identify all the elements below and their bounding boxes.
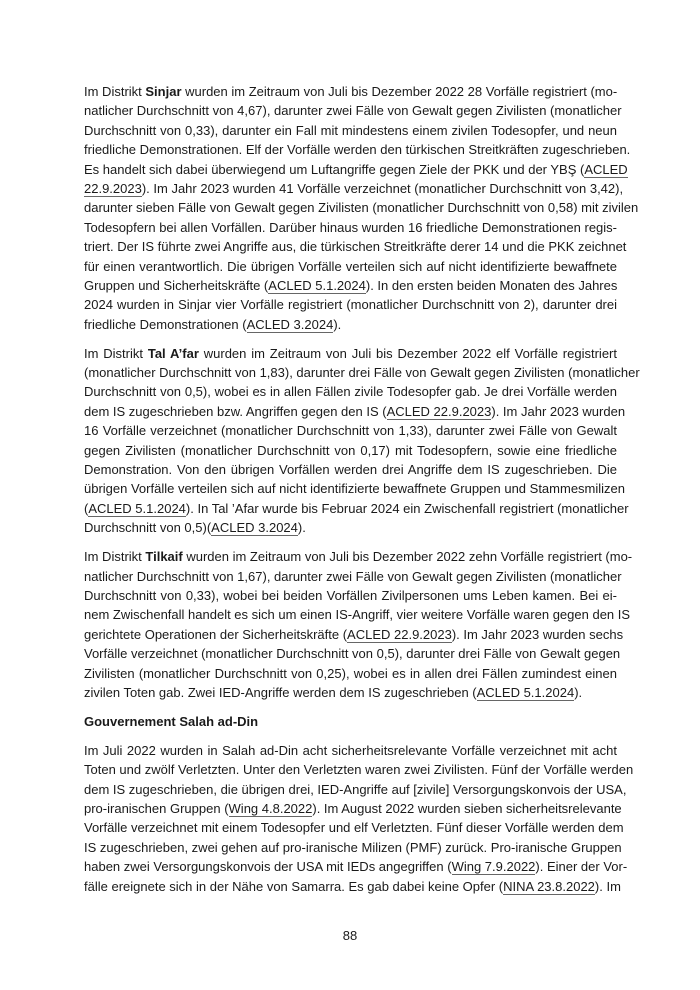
text-run: Durchschnitt von 0,33), wobei bei beiden Vorfällen Zivilpersonen ums Leben kamen. Bei ei- [84,587,617,603]
text-run: ). In Tal ’Afar wurde bis Februar 2024 ein Zwischenfall registriert (monatlicher [185,500,629,516]
text-run: ). Im August 2022 wurden sieben sicherheitsrelevante [312,801,622,817]
text-line [84,567,622,586]
text-run: Im Distrikt [84,84,146,99]
text-line [84,460,617,479]
text-line [84,605,631,624]
paragraph [84,547,633,702]
text-run: fälle ereignete sich in der Nähe von Samarra. Es gab dabei keine Opfer ( [84,878,504,894]
text-line [84,838,622,857]
text-line [84,382,617,401]
text-line [84,499,629,518]
text-run: friedliche Demonstrationen ( [84,316,247,332]
text-run: Durchschnitt von 0,33), darunter ein Fall mit mindestens einem zivilen Todesopfer, und neun [84,122,617,138]
text-line [84,179,624,198]
text-run: Vorfälle verzeichnet (monatlicher Durchschnitt von 0,5), darunter drei Fälle von Gewalt gegen [84,646,621,662]
text-run: Todesopfern bei allen Vorfällen. Darüber hinaus wurden 16 friedliche Demonstrationen regis- [84,219,617,235]
text-run: dem IS zugeschrieben bzw. Angriffen gegen den IS ( [84,403,387,419]
source-citation-link[interactable]: NINA 23.8.2022 [503,878,595,894]
text-line [84,586,617,605]
source-citation-link[interactable]: ACLED 5.1.2024 [88,500,186,516]
document-body [84,82,640,906]
source-citation-link[interactable]: ACLED 3.2024 [211,520,298,536]
text-run: Vorfälle verzeichnet mit einem Todesopfer und elf Verletzten. Fünf dieser Vorfälle werden dem [84,820,624,836]
text-line [84,295,617,314]
text-run: ). Einer der Vor- [535,859,628,875]
text-line [84,198,639,217]
text-line [84,344,617,363]
text-run: zivilen Toten gab. Zwei IED-Angriffe werden dem IS zugeschrieben ( [84,684,477,700]
page-number: 88 [342,928,358,943]
text-run: natlicher Durchschnitt von 4,67), darunter zwei Fälle von Gewalt gegen Zivilisten (monatlicher [84,103,622,119]
text-run: pro-iranischen Gruppen ( [84,801,229,817]
text-line [84,479,626,498]
source-citation-link[interactable]: ACLED 22.9.2023 [347,626,452,642]
text-run: triert. Der IS führte zwei Angriffe aus, die türkischen Streitkräfte derer 14 und die PKK zeichnet [84,239,627,255]
source-citation-link[interactable]: Wing 4.8.2022 [228,801,313,817]
text-line [84,421,617,440]
text-run: nem Zwischenfall handelt es sich um einen IS-Angriff, vier weitere Vorfälle waren gegen den IS [84,607,631,623]
text-line [84,276,617,295]
text-run: Durchschnitt von 0,5), wobei es in allen Fällen zivile Todesopfer gab. Je drei Vorfälle werden [84,384,617,400]
text-run: Zivilisten (monatlicher Durchschnitt von 0,25), wobei es in allen drei Fällen zumindest einen [84,665,617,681]
text-run: ). Im Jahr 2023 wurden 41 Vorfälle verzeichnet (monatlicher Durchschnitt von 3,42), [141,180,624,196]
text-run: Durchschnitt von 0,5)( [84,520,212,536]
text-line [84,818,624,837]
text-run: wurden im Zeitraum von Juli bis Dezember 2022 elf Vorfälle registriert [198,345,617,361]
text-run: ( [84,500,89,516]
text-run: gerichtete Operationen der Sicherheitskräfte ( [84,626,348,642]
text-line [84,760,634,779]
text-line [84,683,617,702]
source-citation-link[interactable]: Wing 7.9.2022 [451,859,536,875]
text-run: Toten und zwölf Verletzten. Unter den Verletzten waren zwei Zivilisten. Fünf der Vorfälle werden [84,762,634,778]
text-line [84,82,617,101]
text-run: darunter sieben Fälle von Gewalt gegen Zivilisten (monatlicher Durchschnitt von 0,58) mit zivilen [84,200,639,216]
text-line [84,402,626,421]
source-citation-link[interactable]: ACLED 5.1.2024 [268,277,366,293]
text-line [84,780,627,799]
text-line [84,518,617,537]
text-line [84,857,628,876]
text-run: gegen Zivilisten (monatlicher Durchschnitt von 0,17) mit Todesopfern, sowie eine friedliche [84,442,617,458]
text-run: ). [297,520,306,536]
text-line [84,441,617,460]
text-run: 16 Vorfälle verzeichnet (monatlicher Durchschnitt von 1,33), darunter zwei Fälle von Gewalt [84,423,617,439]
text-run: Im Distrikt [84,549,146,565]
text-line [84,121,617,140]
text-line [84,140,631,159]
text-run: 2024 wurden in Sinjar vier Vorfälle registriert (monatlicher Durchschnitt von 2), darunter drei [84,297,617,313]
text-run: haben zwei Versorgungskonvois der USA mit IEDs angegriffen ( [84,859,452,875]
text-run: ). [574,684,583,700]
text-line [84,644,621,663]
text-line [84,218,617,237]
text-line [84,547,633,566]
source-citation-link[interactable]: ACLED 3.2024 [246,316,334,332]
district-name: Tal A’far [147,345,199,361]
paragraph [84,344,640,538]
source-citation-link[interactable]: 22.9.2023 [84,180,142,196]
source-citation-link[interactable]: ACLED 22.9.2023 [386,403,492,419]
text-run: Gruppen und Sicherheitskräfte ( [84,277,269,293]
source-citation-link[interactable]: ACLED 5.1.2024 [476,684,575,700]
text-line [84,741,617,760]
text-line [84,625,624,644]
text-run: Es handelt sich dabei überwiegend um Luftangriffe gegen Ziele der PKK und der YBŞ ( [84,161,585,177]
text-run: IS zugeschrieben, zwei gehen auf pro-iranische Milizen (PMF) zurück. Pro-iranische Gruppen [84,839,622,855]
text-run: friedliche Demonstrationen. Elf der Vorfälle werden den türkischen Streitkräften zugeschrieben. [84,142,631,158]
text-line [84,101,622,120]
text-line [84,315,617,334]
district-name: Sinjar [145,84,182,99]
text-line [84,363,640,382]
text-run: natlicher Durchschnitt von 1,67), darunter zwei Fälle von Gewalt gegen Zivilisten (monatlicher [84,568,622,584]
text-run: ). [333,316,342,332]
text-run: Im Distrikt [84,345,148,361]
text-run: Demonstration. Von den übrigen Vorfällen werden drei Angriffe dem IS zugeschrieben. Die [84,462,617,478]
text-run: dem IS zugeschrieben, die übrigen drei, IED-Angriffe auf [zivile] Versorgungskonvois der USA, [84,781,627,797]
text-run: Im Juli 2022 wurden in Salah ad-Din acht sicherheitsrelevante Vorfälle verzeichnet mit acht [84,742,617,758]
text-run: wurden im Zeitraum von Juli bis Dezember 2022 zehn Vorfälle registriert (mo- [182,549,633,565]
paragraph [84,741,634,896]
text-run: ). Im Jahr 2023 wurden [491,403,626,419]
text-run: ). Im Jahr 2023 wurden sechs [451,626,624,642]
text-run: ). Im [594,878,621,894]
district-name: Tilkaif [145,549,183,565]
text-line [84,237,627,256]
text-run: übrigen Vorfälle verteilen sich auf nicht identifizierte bewaffnete Gruppen und Stammesmilizen [84,481,626,497]
text-line [84,257,617,276]
text-line [84,799,622,818]
text-line [84,877,621,896]
section-heading: Gouvernement Salah ad-Din [84,713,259,729]
text-line [84,160,628,179]
paragraph [84,82,639,334]
text-run: (monatlicher Durchschnitt von 1,83), darunter drei Fälle von Gewalt gegen Zivilisten (monatlicher [84,365,640,381]
text-run: für einen verantwortlich. Die übrigen Vorfälle verteilen sich auf nicht identifizierte bewaffnete [84,258,617,274]
text-run: ). In den ersten beiden Monaten des Jahres [365,277,618,293]
text-line [84,664,617,683]
text-run: wurden im Zeitraum von Juli bis Dezember 2022 28 Vorfälle registriert (mo- [181,84,618,99]
source-citation-link[interactable]: ACLED [584,161,628,177]
